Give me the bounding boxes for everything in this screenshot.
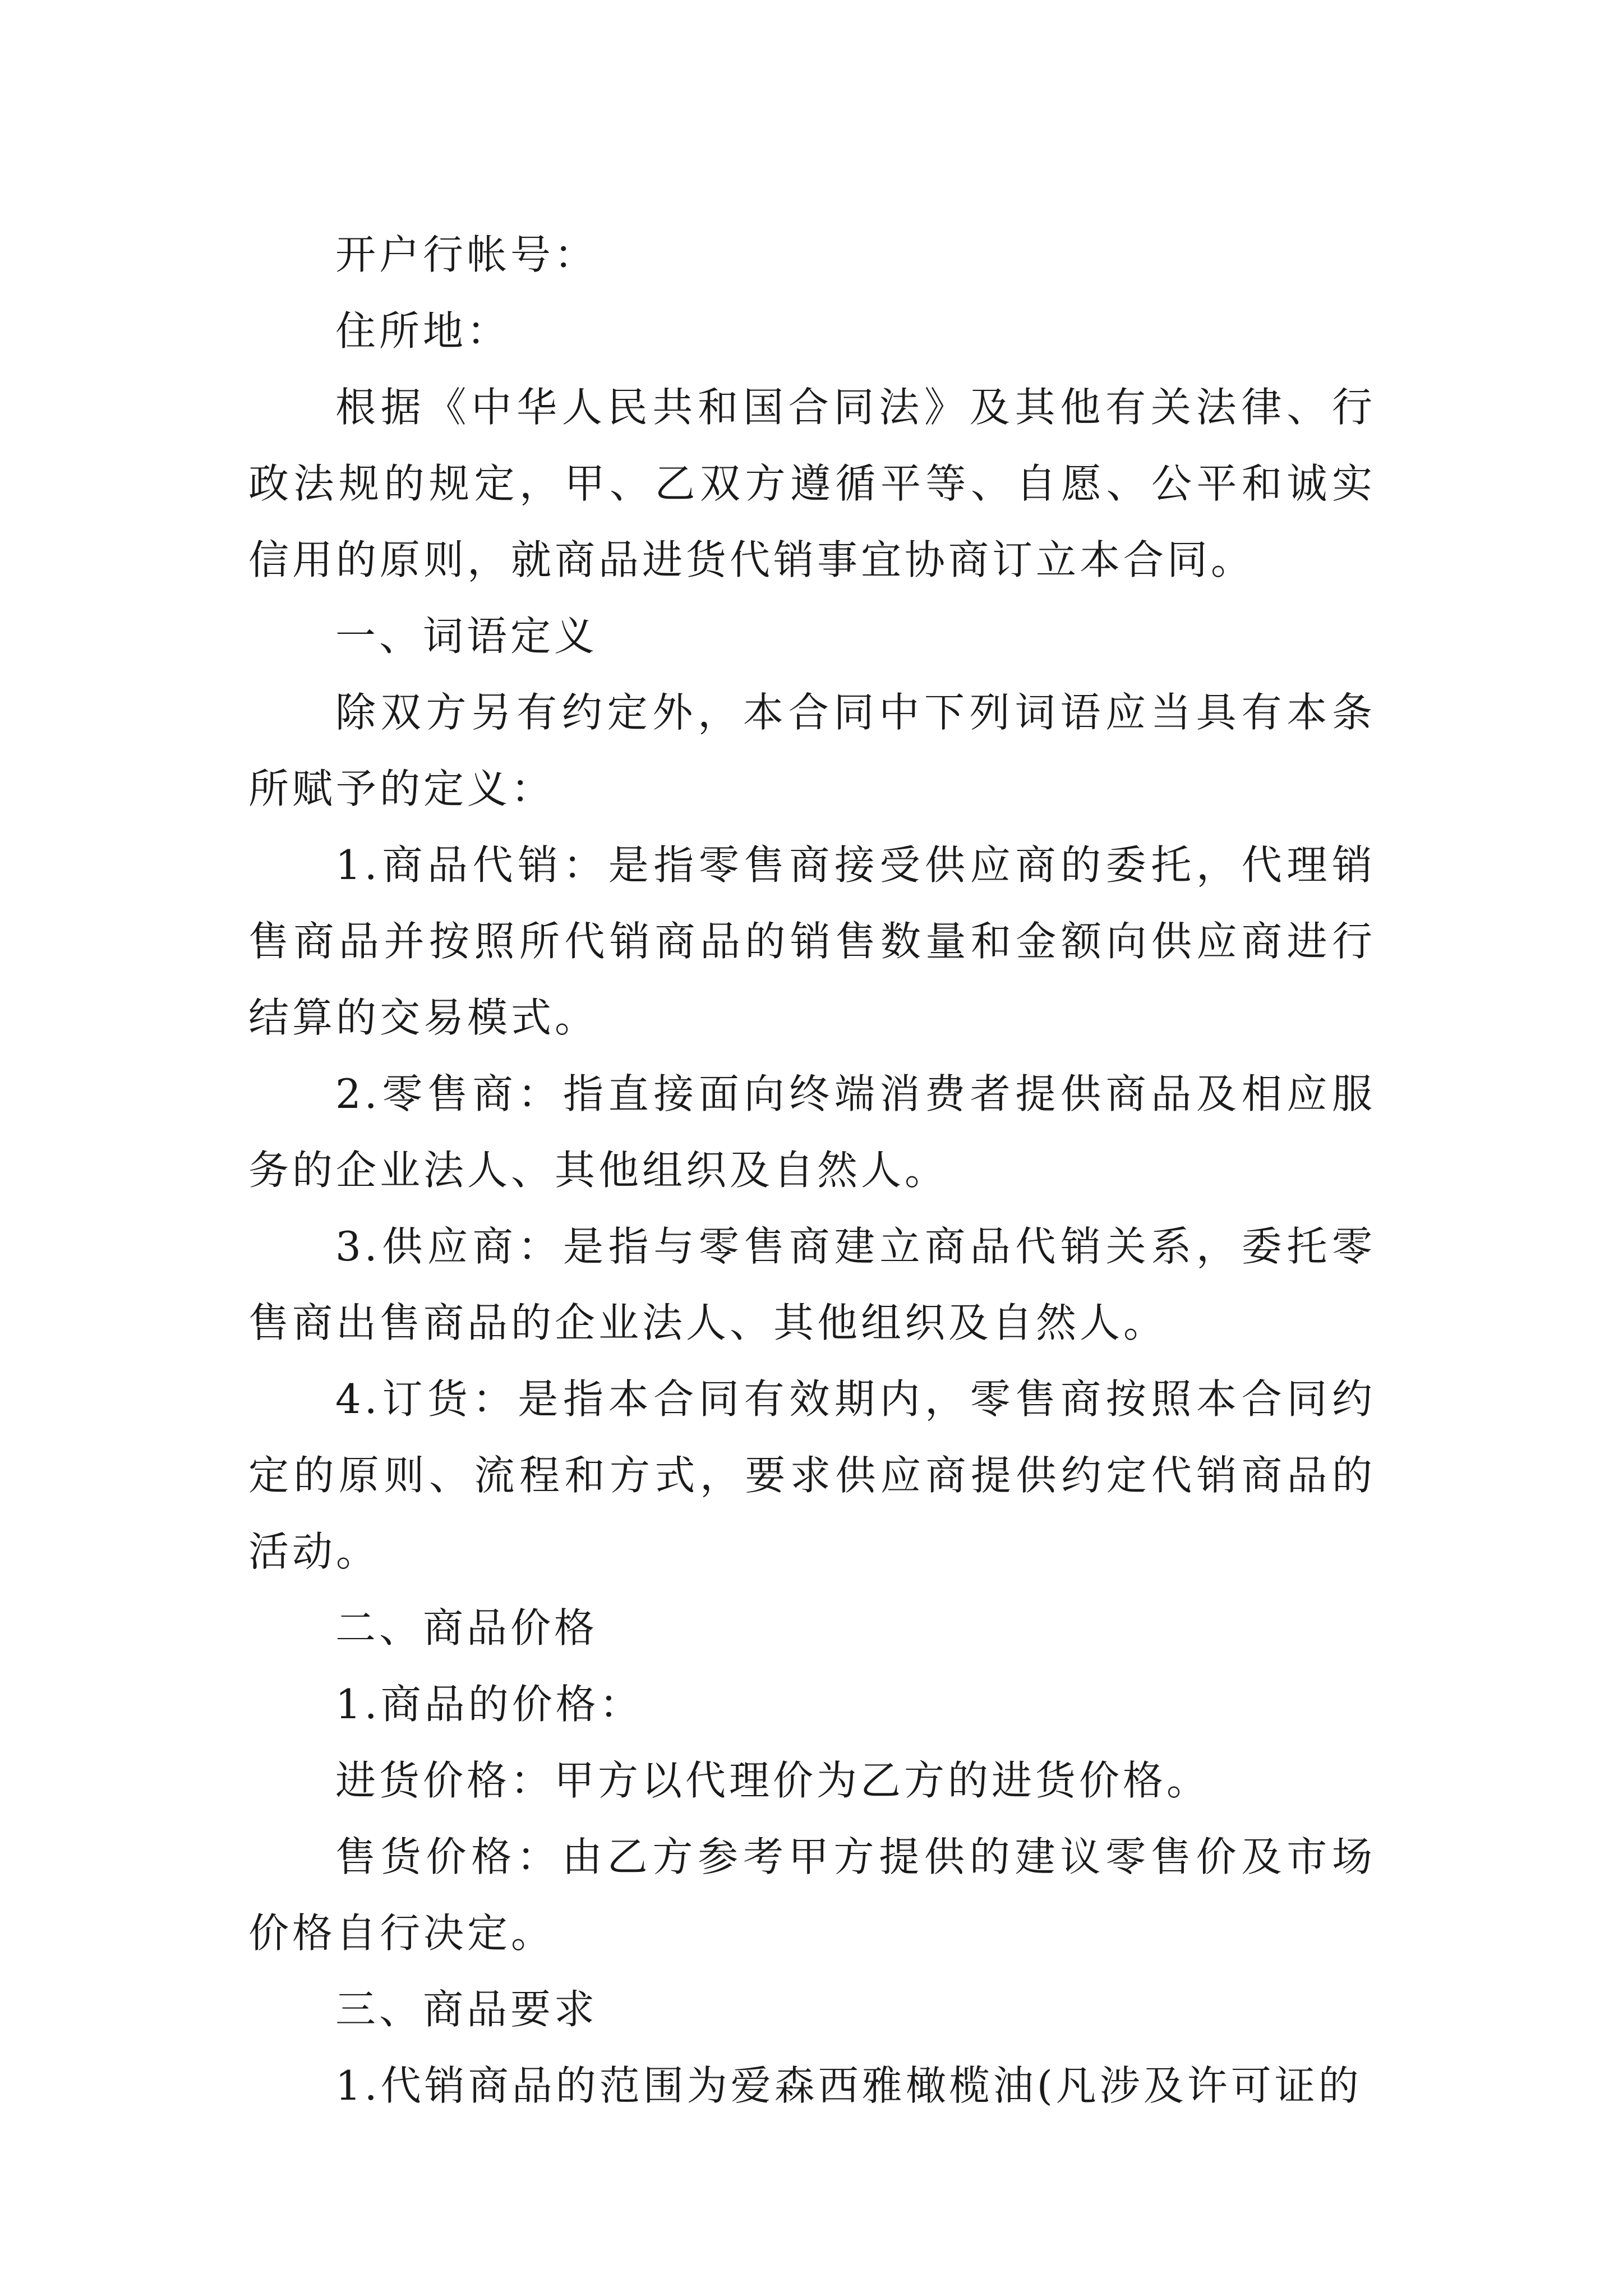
document-body (248, 217, 1376, 2124)
purchase-price-paragraph: 进货价格：甲方以代理价为乙方的进货价格。 (335, 1757, 1211, 1804)
definition-retailer: 2.零售商：指直接面向终端消费者提供商品及相应服务的企业法人、其他组织及自然人。 (248, 1070, 1376, 1194)
section-heading-price: 二、商品价格 (335, 1604, 598, 1651)
address-line: 住所地： (335, 307, 511, 355)
price-item-heading: 1.商品的价格： (335, 1681, 643, 1728)
definition-supplier: 3.供应商：是指与零售商建立商品代销关系，委托零售商出售商品的企业法人、其他组织及自然人。 (248, 1223, 1376, 1346)
bank-account-line: 开户行帐号： (335, 231, 598, 278)
selling-price-paragraph: 售货价格：由乙方参考甲方提供的建议零售价及市场价格自行决定。 (248, 1833, 1376, 1957)
definition-consignment: 1.商品代销：是指零售商接受供应商的委托，代理销售商品并按照所代销商品的销售数量和金额向供应商进行结算的交易模式。 (248, 841, 1376, 1041)
definitions-intro: 除双方另有约定外，本合同中下列词语应当具有本条所赋予的定义： (248, 689, 1376, 812)
section-heading-definitions: 一、词语定义 (335, 613, 598, 660)
preamble-paragraph: 根据《中华人民共和国合同法》及其他有关法律、行政法规的规定，甲、乙双方遵循平等、自愿、公平和诚实信用的原则，就商品进货代销事宜协商订立本合同。 (248, 384, 1376, 583)
definition-ordering: 4.订货：是指本合同有效期内，零售商按照本合同约定的原则、流程和方式，要求供应商提供约定代销商品的活动。 (248, 1375, 1376, 1575)
section-heading-requirements: 三、商品要求 (335, 1986, 598, 2033)
product-scope-paragraph: 1.代销商品的范围为爱森西雅橄榄油(凡涉及许可证的 (335, 2062, 1362, 2109)
